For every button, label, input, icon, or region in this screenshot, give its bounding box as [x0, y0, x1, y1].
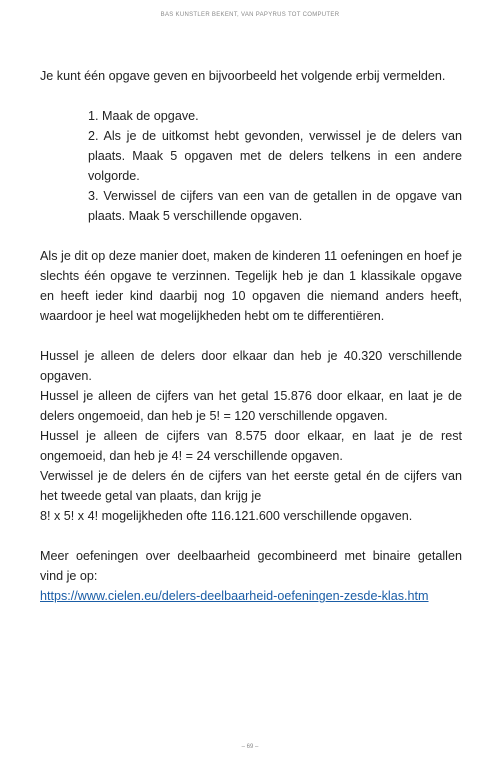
exercises-link[interactable]: https://www.cielen.eu/delers-deelbaarheid-oefeningen-zesde-klas.htm	[40, 589, 429, 603]
combination-line-2: Hussel je alleen de cijfers van het getal 15.876 door elkaar, en laat je de delers ongemoeid, dan heb je 5! = 120 verschillende opgaven.	[40, 389, 462, 423]
page-body	[40, 66, 462, 606]
paragraph-combinations	[40, 346, 462, 526]
combination-line-1: Hussel je alleen de delers door elkaar dan heb je 40.320 verschillende opgaven.	[40, 349, 462, 383]
step-list	[88, 106, 462, 226]
paragraph-more-exercises: Meer oefeningen over deelbaarheid gecombineerd met binaire getallen vind je op:	[40, 549, 462, 583]
combination-line-4: Verwissel je de delers én de cijfers van het eerste getal én de cijfers van het tweede getal van plaats, dan krijg je	[40, 469, 462, 503]
running-header: BAS KUNSTLER BEKENT, VAN PAPYRUS TOT COMPUTER	[160, 12, 340, 18]
combination-line-3: Hussel je alleen de cijfers van 8.575 door elkaar, en laat je de rest ongemoeid, dan heb je 4! = 24 verschillende opgaven.	[40, 429, 462, 463]
combination-line-5: 8! x 5! x 4! mogelijkheden ofte 116.121.600 verschillende opgaven.	[40, 509, 413, 523]
step-item-3: 3. Verwissel de cijfers van een van de getallen in de opgave van plaats. Maak 5 verschillende opgaven.	[88, 189, 462, 223]
page-number: – 69 –	[241, 744, 259, 750]
paragraph-differentiation: Als je dit op deze manier doet, maken de kinderen 11 oefeningen en hoef je slechts één opgave te verzinnen. Tegelijk heb je dan 1 klassikale opgave en heeft ieder kind daarbij nog 10 opgaven die niemand anders heeft, waardoor je heel wat mogelijkheden hebt om te differentiëren.	[40, 249, 462, 323]
step-item-1: 1. Maak de opgave.	[88, 109, 199, 123]
intro-paragraph: Je kunt één opgave geven en bijvoorbeeld het volgende erbij vermelden.	[40, 69, 446, 83]
step-item-2: 2. Als je de uitkomst hebt gevonden, verwissel je de delers van plaats. Maak 5 opgaven met de delers telkens in een andere volgorde.	[88, 129, 462, 183]
